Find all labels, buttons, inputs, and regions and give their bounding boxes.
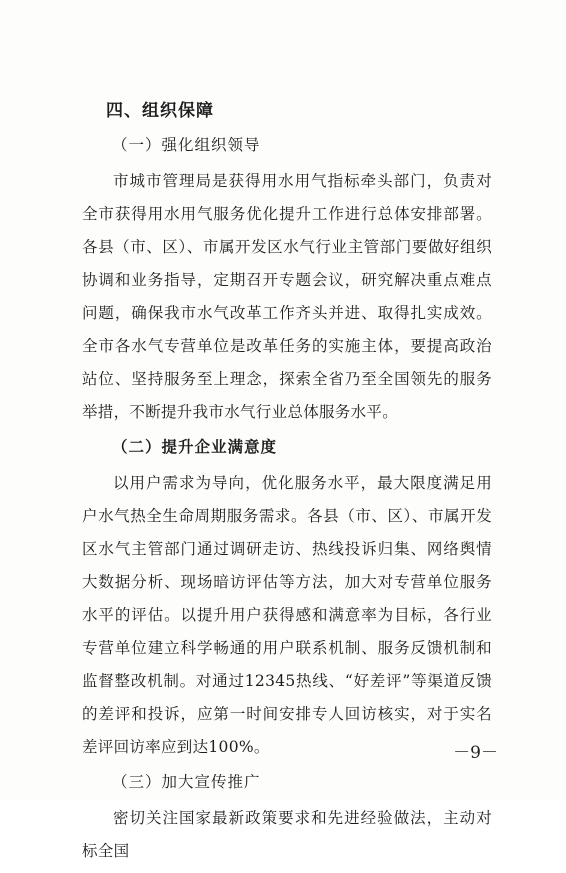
subsection-title-3: （三）加大宣传推广	[112, 773, 261, 791]
paragraph-2: 以用户需求为导向，优化服务水平，最大限度满足用户水气热全生命周期服务需求。各县（市、区）、市属开发区水气主管部门通过调研走访、热线投诉归集、网络舆情大数据分析、现场暗访评估等方法，加大对专营单位服务水平的评估。以提升用户获得感和满意率为目标，各行业专营单位建立科学畅通的用户联系机制、服务反馈机制和监督整改机制。对通过12345热线、“好差评”等渠道反馈的差评和投诉，应第一时间安排专人回访核实，对于实名差评回访率应到达100%。	[82, 474, 492, 756]
subsection-title-1: （一）强化组织领导	[112, 136, 261, 154]
paragraph-1: 市城市管理局是获得用水用气指标牵头部门，负责对全市获得用水用气服务优化提升工作进行总体安排部署。各县（市、区）、市属开发区水气行业主管部门要做好组织协调和业务指导，定期召开专题会议，研究解决重点难点问题，确保我市水气改革工作齐头并进、取得扎实成效。全市各水气专营单位是改革任务的实施主体，要提高政治站位、坚持服务至上理念，探索全省乃至全国领先的服务举措，不断提升我市水气行业总体服务水平。	[82, 172, 492, 421]
page-number: －9－	[453, 743, 498, 763]
paragraph-3: 密切关注国家最新政策要求和先进经验做法，主动对标全国	[82, 809, 492, 860]
subsection-title-2: （二）提升企业满意度	[112, 438, 278, 456]
page-content	[82, 98, 492, 873]
section-heading: 四、组织保障	[106, 101, 214, 121]
